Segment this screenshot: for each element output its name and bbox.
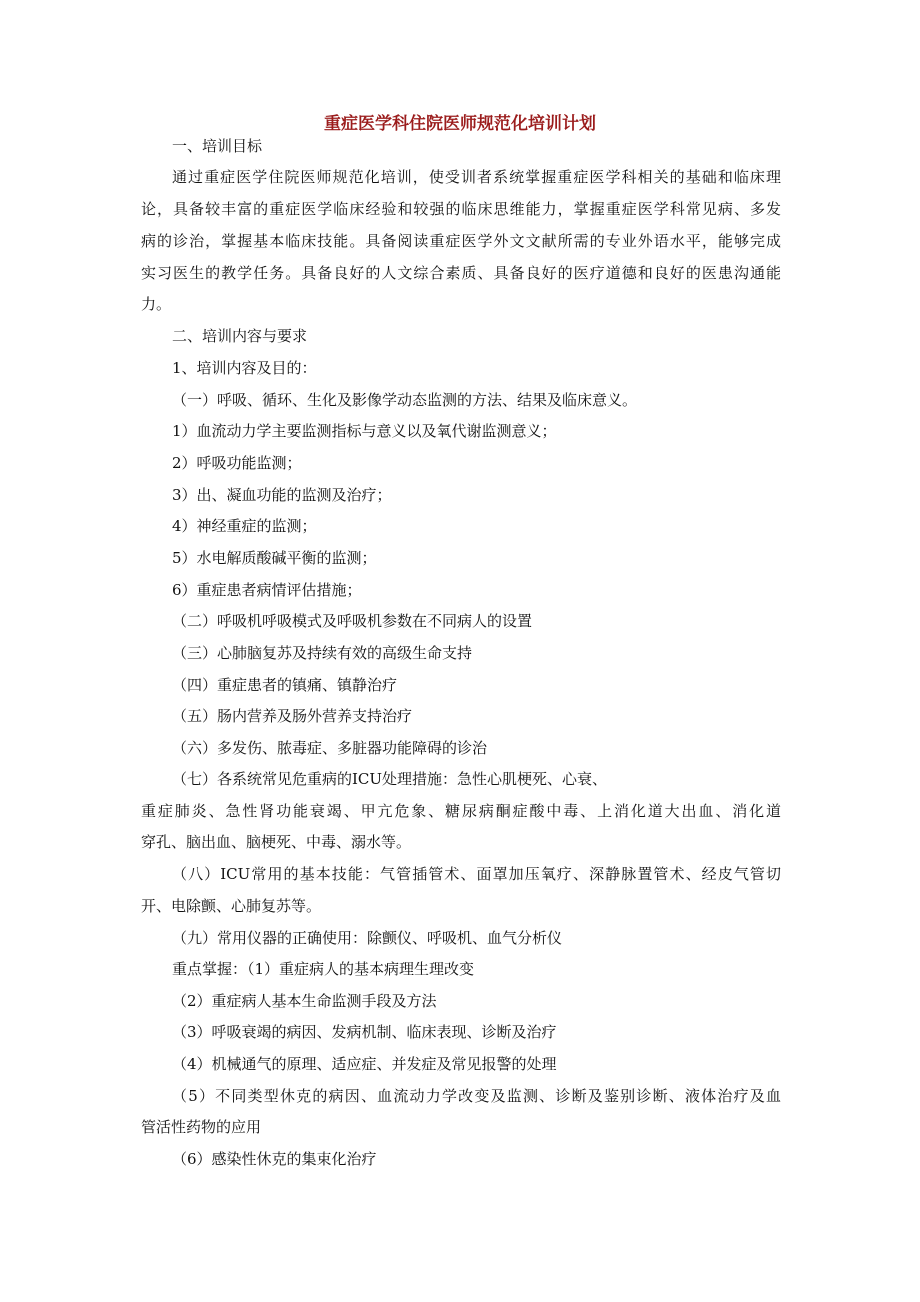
key-point-item: （2）重症病人基本生命监测手段及方法: [172, 992, 437, 1010]
key-point-item: （4）机械通气的原理、适应症、并发症及常见报警的处理: [172, 1055, 557, 1073]
paragraph-line: 力。: [141, 295, 172, 313]
list-item: （四）重症患者的镇痛、镇静治疗: [172, 676, 398, 694]
paragraph-line: 论，具备较丰富的重症医学临床经验和较强的临床思维能力，掌握重症医学科常见病、多发: [141, 200, 781, 218]
subsection-heading: 1、培训内容及目的：: [172, 359, 317, 377]
list-item: （六）多发伤、脓毒症、多脏器功能障碍的诊治: [172, 739, 488, 757]
list-item: 3）出、凝血功能的监测及治疗；: [172, 486, 392, 504]
list-item: 5）水电解质酸碱平衡的监测；: [172, 549, 377, 567]
list-item: （九）常用仪器的正确使用：除颤仪、呼吸机、血气分析仪: [172, 929, 563, 947]
list-item-continuation: 开、电除颤、心肺复苏等。: [141, 897, 322, 915]
list-item: （八）ICU常用的基本技能：气管插管术、面罩加压氧疗、深静脉置管术、经皮气管切: [172, 865, 781, 883]
paragraph-line: 病的诊治，掌握基本临床技能。具备阅读重症医学外文文献所需的专业外语水平，能够完成: [141, 232, 781, 250]
list-item: （七）各系统常见危重病的ICU处理措施：急性心肌梗死、心衰、: [172, 770, 608, 788]
key-points-heading: 重点掌握：（1）重症病人的基本病理生理改变: [172, 960, 475, 978]
key-point-item: （6）感染性休克的集束化治疗: [172, 1150, 377, 1168]
list-item: （一）呼吸、循环、生化及影像学动态监测的方法、结果及临床意义。: [172, 391, 638, 409]
paragraph-line: 通过重症医学住院医师规范化培训，使受训者系统掌握重症医学科相关的基础和临床理: [172, 168, 781, 186]
list-item: （三）心肺脑复苏及持续有效的高级生命支持: [172, 644, 473, 662]
section-heading-training-goals: 一、培训目标: [172, 137, 263, 155]
section-heading-training-content: 二、培训内容与要求: [172, 327, 308, 345]
list-item: 2）呼吸功能监测；: [172, 454, 302, 472]
list-item: 1）血流动力学主要监测指标与意义以及氧代谢监测意义；: [172, 422, 557, 440]
list-item: （二）呼吸机呼吸模式及呼吸机参数在不同病人的设置: [172, 612, 533, 630]
list-item: （五）肠内营养及肠外营养支持治疗: [172, 707, 413, 725]
list-item: 6）重症患者病情评估措施；: [172, 581, 362, 599]
key-point-item: （5）不同类型休克的病因、血流动力学改变及监测、诊断及鉴别诊断、液体治疗及血: [172, 1087, 781, 1105]
list-item: 4）神经重症的监测；: [172, 517, 317, 535]
document-title: 重症医学科住院医师规范化培训计划: [324, 114, 596, 134]
paragraph-line: 实习医生的教学任务。具备良好的人文综合素质、具备良好的医疗道德和良好的医患沟通能: [141, 264, 781, 282]
list-item-continuation: 穿孔、脑出血、脑梗死、中毒、溺水等。: [141, 833, 412, 851]
key-point-item-continuation: 管活性药物的应用: [141, 1118, 262, 1136]
list-item-continuation: 重症肺炎、急性肾功能衰竭、甲亢危象、糖尿病酮症酸中毒、上消化道大出血、消化道: [141, 802, 781, 820]
key-point-item: （3）呼吸衰竭的病因、发病机制、临床表现、诊断及治疗: [172, 1023, 557, 1041]
